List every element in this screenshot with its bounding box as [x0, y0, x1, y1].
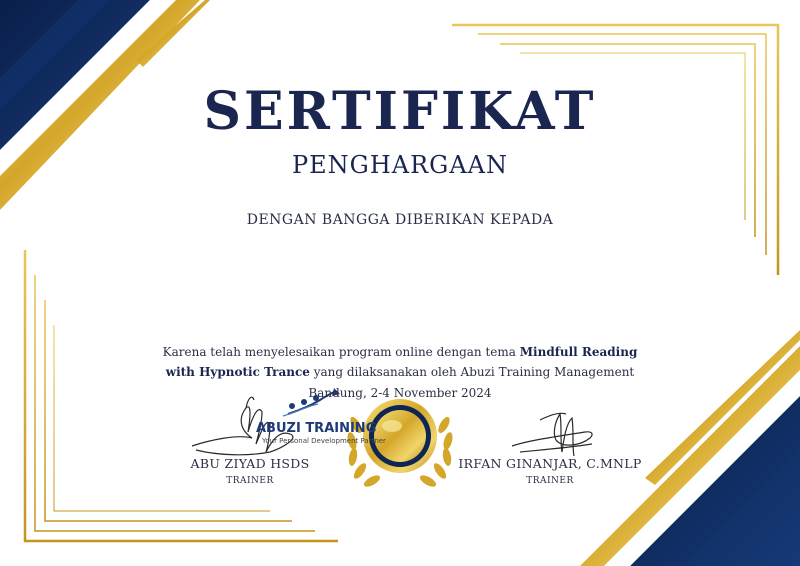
signatory-role-right: TRAINER — [526, 476, 574, 486]
signatory-role-left: TRAINER — [226, 476, 274, 486]
given-to-label: DENGAN BANGGA DIBERIKAN KEPADA — [246, 212, 554, 228]
gold-medal-icon — [363, 399, 437, 473]
signatory-name-right: IRFAN GINANJAR, C.MNLP — [458, 456, 642, 471]
certificate-title: SERTIFIKAT — [203, 81, 597, 142]
logo-name: ABUZI TRAINING — [256, 421, 377, 436]
body-intro: Karena telah menyelesaikan program online dengan tema — [162, 345, 520, 359]
logo-tagline: Your Personal Development Partner — [262, 437, 386, 445]
signature-icon — [512, 413, 592, 456]
certificate-body — [160, 342, 640, 382]
date-place: Bandung, 2-4 November 2024 — [308, 386, 492, 400]
certificate-subtitle: PENGHARGAAN — [291, 151, 508, 179]
signatory-name-left: ABU ZIYAD HSDS — [190, 456, 310, 471]
body-outro: yang dilaksanakan oleh Abuzi Training Management — [309, 365, 635, 379]
program-theme: Mindfull Reading with Hypnotic Trance — [165, 345, 638, 379]
